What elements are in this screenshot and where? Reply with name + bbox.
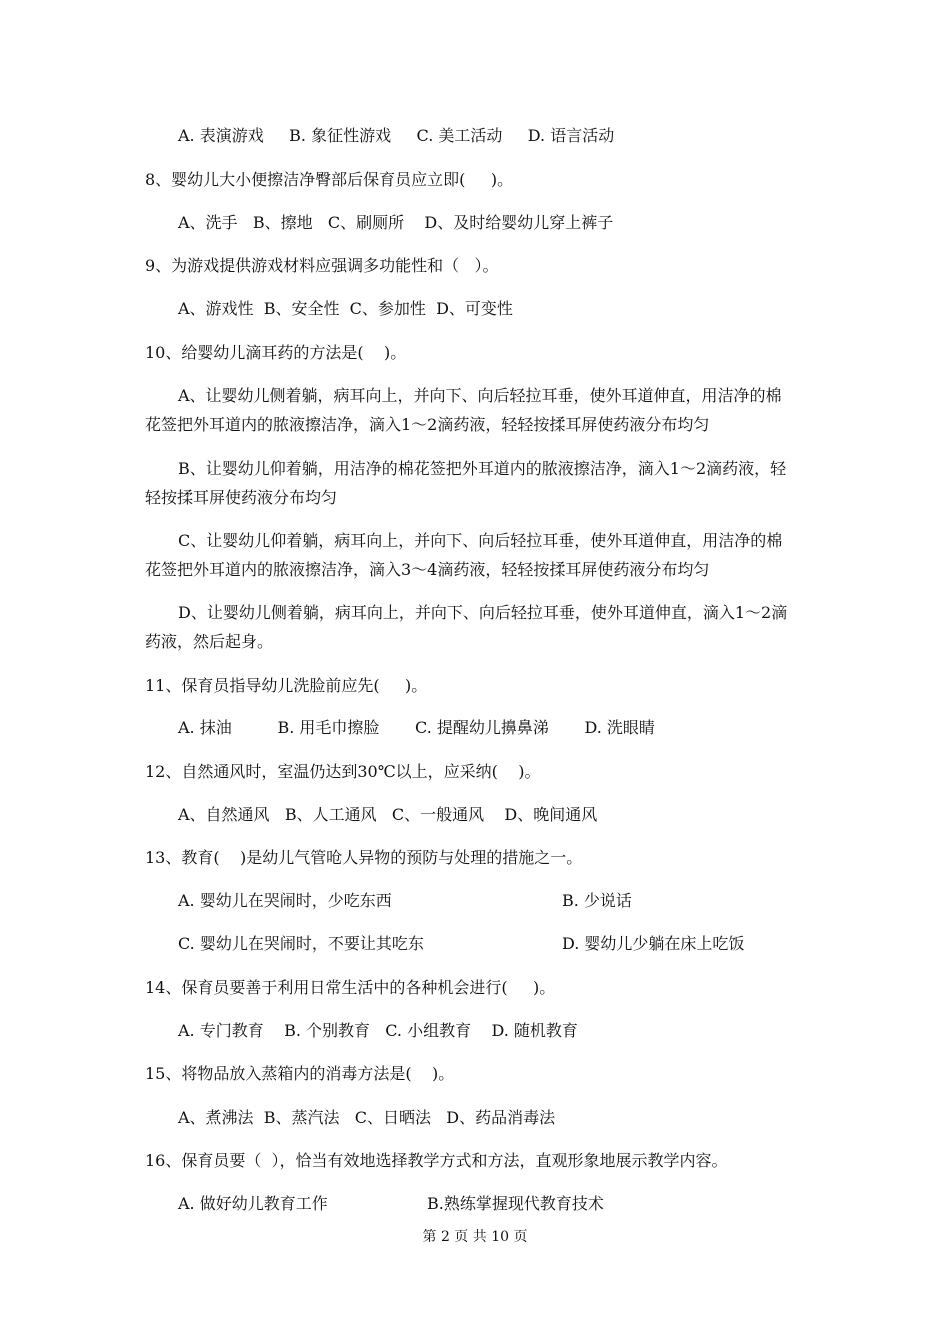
q10-option-c-line1: C、让婴幼儿仰着躺，病耳向上，并向下、向后轻拉耳垂，使外耳道伸直，用洁净的棉: [178, 531, 783, 550]
q13-option-b: B. 少说话: [562, 891, 632, 910]
q10-option-c-line2: 花签把外耳道内的脓液擦洁净，滴入3～4滴药液，轻轻按揉耳屏使药液分布均匀: [145, 560, 710, 579]
q12-options: A、自然通风 B、人工通风 C、一般通风 D、晚间通风: [178, 805, 598, 824]
q13-option-d: D. 婴幼儿少躺在床上吃饭: [562, 934, 745, 953]
q10-option-b-line2: 轻按揉耳屏使药液分布均匀: [145, 488, 338, 507]
q13-stem: 13、教育( )是幼儿气管呛人异物的预防与处理的措施之一。: [145, 848, 583, 867]
q10-option-d-line2: 药液，然后起身。: [145, 632, 274, 651]
q11-stem: 11、保育员指导幼儿洗脸前应先( )。: [145, 676, 428, 695]
q7-options: A. 表演游戏 B. 象征性游戏 C. 美工活动 D. 语言活动: [178, 126, 615, 145]
q16-option-a: A. 做好幼儿教育工作: [178, 1194, 328, 1213]
q10-option-a-line1: A、让婴幼儿侧着躺，病耳向上，并向下、向后轻拉耳垂，使外耳道伸直，用洁净的棉: [178, 386, 782, 405]
q15-stem: 15、将物品放入蒸箱内的消毒方法是( )。: [145, 1064, 455, 1083]
q13-option-a: A. 婴幼儿在哭闹时，少吃东西: [178, 891, 392, 910]
q14-stem: 14、保育员要善于利用日常生活中的各种机会进行( )。: [145, 978, 556, 997]
q14-options: A. 专门教育 B. 个别教育 C. 小组教育 D. 随机教育: [178, 1021, 578, 1040]
q8-options: A、洗手 B、擦地 C、刷厕所 D、及时给婴幼儿穿上裤子: [178, 213, 614, 232]
q8-stem: 8、婴幼儿大小便擦洁净臀部后保育员应立即( )。: [145, 170, 514, 189]
q16-stem: 16、保育员要（ ），恰当有效地选择教学方式和方法，直观形象地展示教学内容。: [145, 1151, 728, 1170]
q9-stem: 9、为游戏提供游戏材料应强调多功能性和（ ）。: [145, 256, 499, 275]
q9-options: A、游戏性 B、安全性 C、参加性 D、可变性: [178, 299, 513, 318]
q16-option-b: B.熟练掌握现代教育技术: [427, 1194, 604, 1213]
q10-option-a-line2: 花签把外耳道内的脓液擦洁净，滴入1～2滴药液，轻轻按揉耳屏使药液分布均匀: [145, 415, 710, 434]
q10-option-b-line1: B、让婴幼儿仰着躺，用洁净的棉花签把外耳道内的脓液擦洁净，滴入1～2滴药液，轻: [178, 459, 787, 478]
q11-options: A. 抹油 B. 用毛巾擦脸 C. 提醒幼儿擤鼻涕 D. 洗眼睛: [178, 718, 655, 737]
q10-option-d-line1: D、让婴幼儿侧着躺，病耳向上，并向下、向后轻拉耳垂，使外耳道伸直，滴入1～2滴: [178, 603, 788, 622]
q12-stem: 12、自然通风时，室温仍达到30℃以上，应采纳( )。: [145, 762, 541, 781]
q10-stem: 10、给婴幼儿滴耳药的方法是( )。: [145, 343, 407, 362]
q15-options: A、煮沸法 B、蒸汽法 C、日晒法 D、药品消毒法: [178, 1108, 556, 1127]
page-footer: 第 2 页 共 10 页: [422, 1229, 528, 1245]
q13-option-c: C. 婴幼儿在哭闹时，不要让其吃东: [178, 934, 424, 953]
